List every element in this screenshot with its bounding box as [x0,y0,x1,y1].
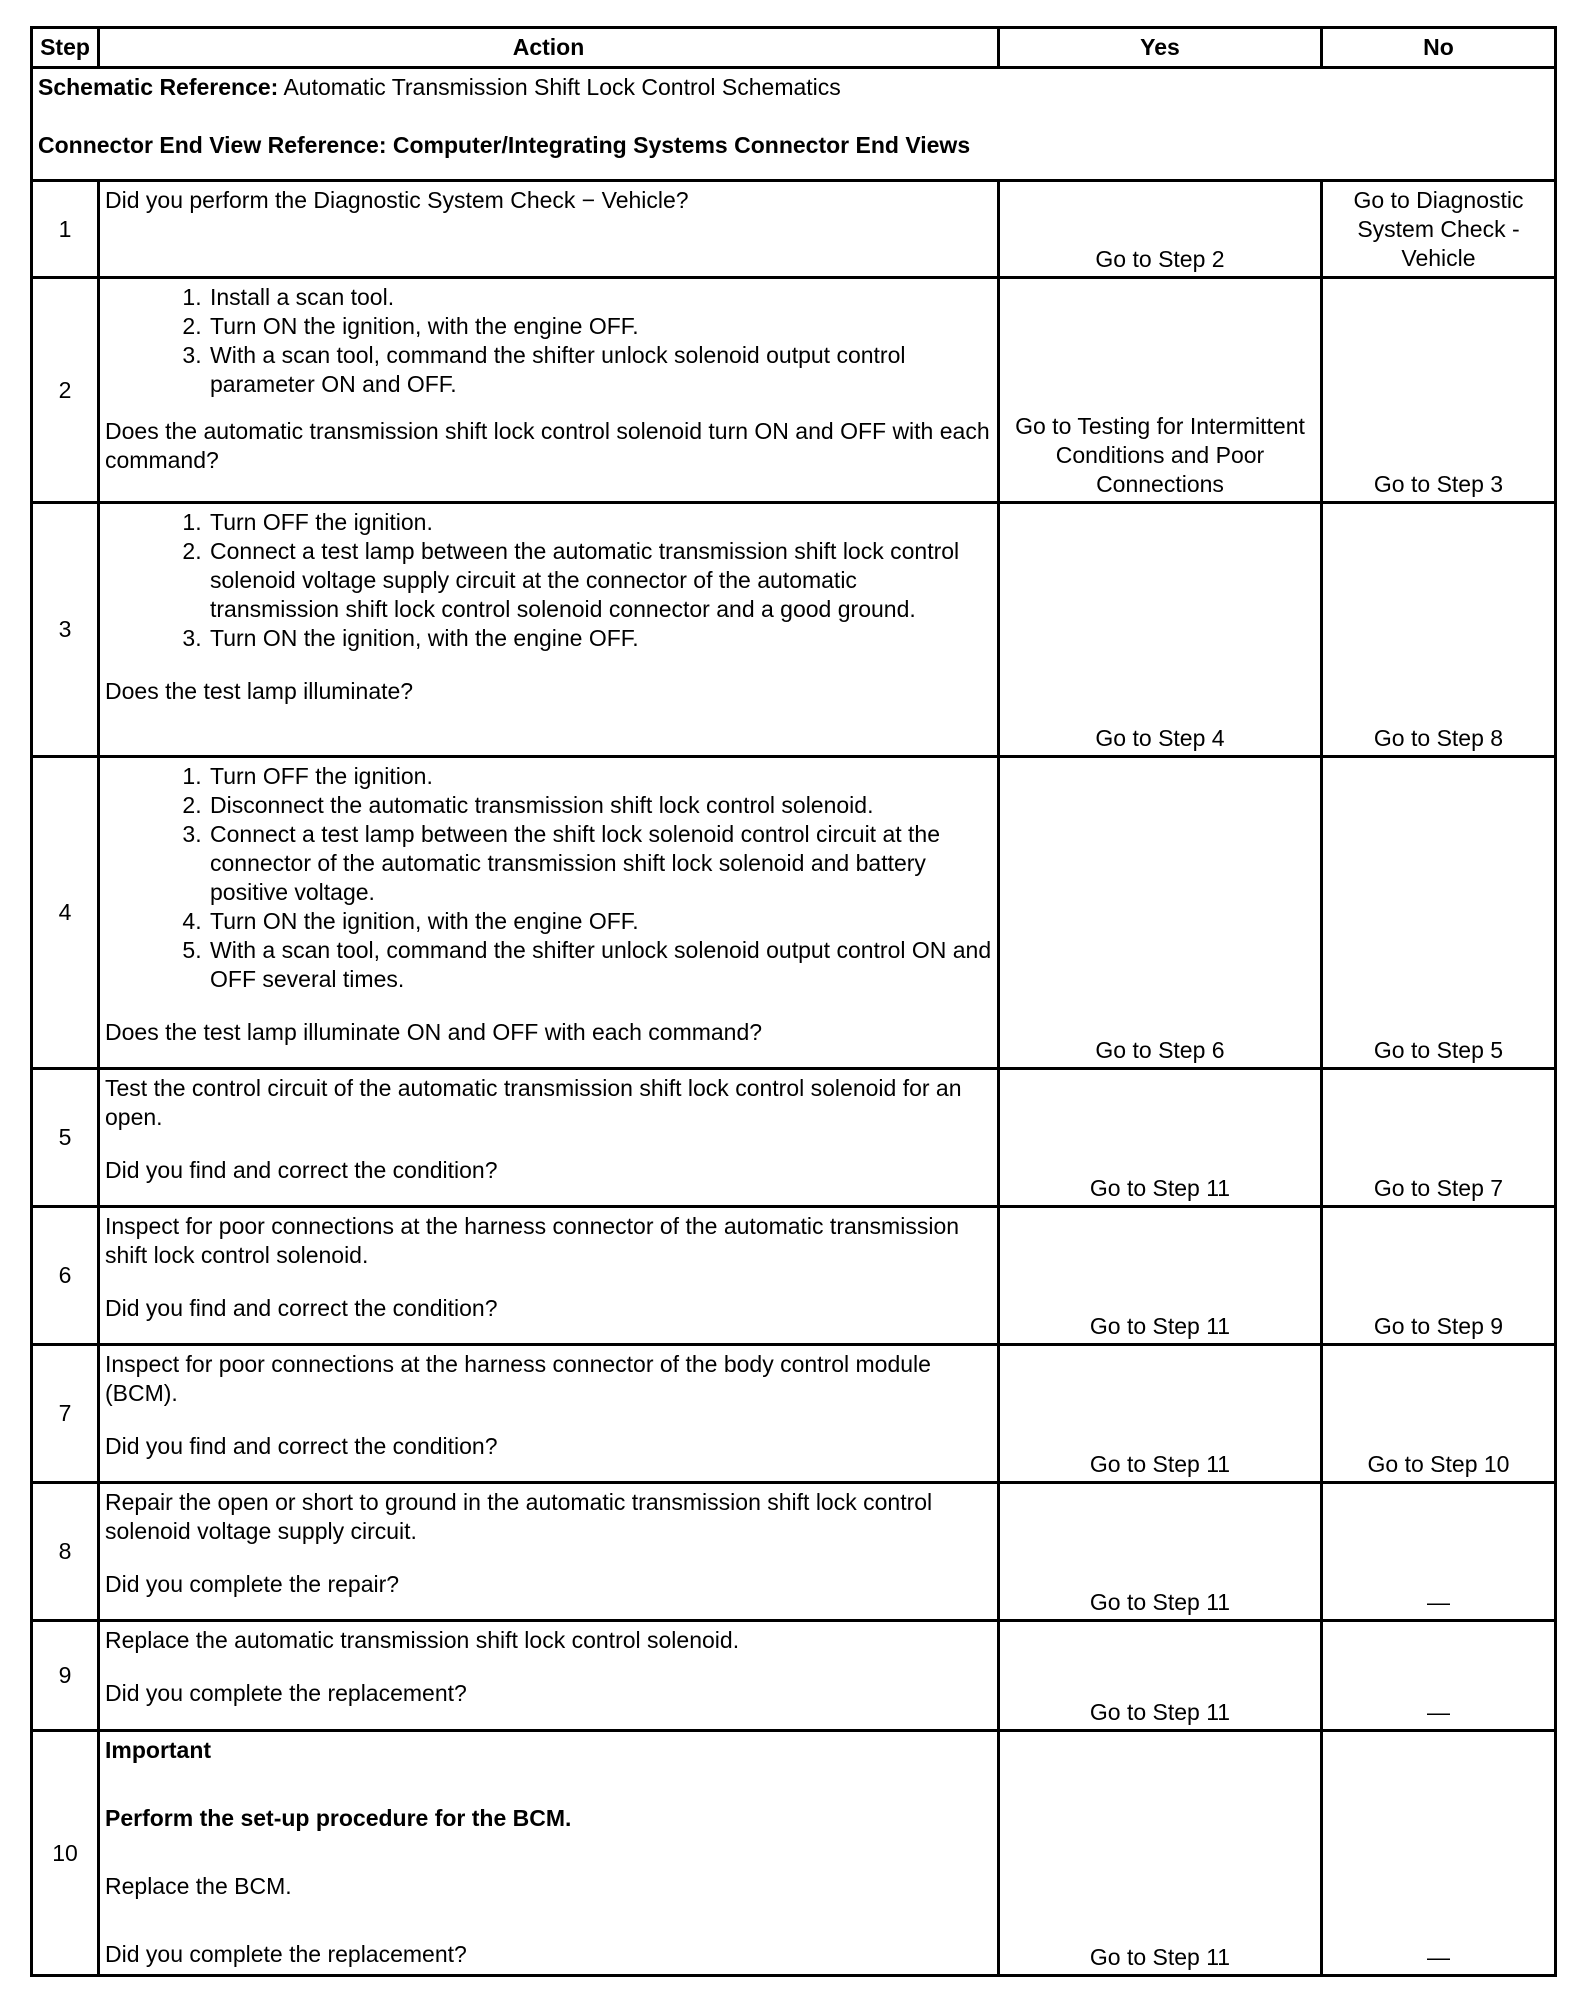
question-text: Did you find and correct the condition? [105,1295,498,1321]
action-cell [99,1069,999,1207]
no-dash: — [1322,1731,1556,1976]
question-text: Did you perform the Diagnostic System Check − Vehicle? [105,187,689,213]
step-number: 6 [32,1207,99,1345]
list-item: 4. Turn ON the ignition, with the engine OFF. [208,907,992,936]
action-cell [99,181,999,278]
diagnostic-table-container [30,26,1554,1977]
no-link[interactable]: Go to Step 7 [1322,1069,1556,1207]
action-text: Repair the open or short to ground in the automatic transmission shift lock control solenoid voltage supply circuit. [105,1489,933,1544]
step-number: 7 [32,1345,99,1483]
list-item: 3. Turn ON the ignition, with the engine OFF. [208,624,992,653]
no-link[interactable]: Go to Step 8 [1322,503,1556,757]
table-row [32,181,1556,278]
schematic-reference-link[interactable]: Automatic Transmission Shift Lock Control Schematics [278,74,841,100]
question-text: Did you complete the replacement? [105,1680,467,1706]
yes-link[interactable]: Go to Step 11 [999,1069,1322,1207]
no-link[interactable]: Go to Step 3 [1322,278,1556,503]
action-cell [99,503,999,757]
list-item: 5. With a scan tool, command the shifter unlock solenoid output control ON and OFF several times. [208,936,992,994]
schematic-reference-label: Schematic Reference: [38,74,279,100]
action-text: Replace the automatic transmission shift lock control solenoid. [105,1627,740,1653]
diagnostic-table [30,26,1557,1977]
action-cell [99,1207,999,1345]
action-text: Inspect for poor connections at the harness connector of the body control module (BCM). [105,1351,931,1406]
no-link[interactable]: Go to Step 5 [1322,757,1556,1069]
list-item: 2. Connect a test lamp between the automatic transmission shift lock control solenoid voltage supply circuit at the connector of the automatic transmission shift lock control solenoid connector and a good ground. [208,537,992,624]
action-header: Action [99,28,999,68]
table-row [32,1345,1556,1483]
table-row [32,503,1556,757]
no-link[interactable]: Go to Step 10 [1322,1345,1556,1483]
yes-link[interactable]: Go to Step 11 [999,1483,1322,1621]
step-number: 4 [32,757,99,1069]
action-cell [99,1731,999,1976]
yes-link[interactable]: Go to Step 4 [999,503,1322,757]
question-text: Did you find and correct the condition? [105,1157,498,1183]
step-number: 5 [32,1069,99,1207]
question-text: Did you find and correct the condition? [105,1433,498,1459]
table-row [32,1483,1556,1621]
yes-link[interactable]: Go to Step 11 [999,1621,1322,1731]
list-item: 3. With a scan tool, command the shifter unlock solenoid output control parameter ON and OFF. [208,341,992,399]
question-text: Did you complete the replacement? [105,1941,467,1967]
step-number: 1 [32,181,99,278]
action-cell [99,278,999,503]
no-link[interactable]: Go to Diagnostic System Check - Vehicle [1322,181,1556,278]
question-text: Did you complete the repair? [105,1571,400,1597]
action-cell [99,1345,999,1483]
list-item: 1. Turn OFF the ignition. [208,508,992,537]
list-item: 2. Disconnect the automatic transmission shift lock control solenoid. [208,791,992,820]
step-number: 8 [32,1483,99,1621]
step-number: 2 [32,278,99,503]
list-item: 1. Turn OFF the ignition. [208,762,992,791]
table-row [32,1207,1556,1345]
important-text: Perform the set-up procedure for the BCM. [105,1805,572,1831]
step-header: Step [32,28,99,68]
yes-link[interactable]: Go to Step 11 [999,1345,1322,1483]
header-row [32,28,1556,68]
action-cell [99,757,999,1069]
reference-row [32,68,1556,181]
no-dash: — [1322,1621,1556,1731]
connector-reference[interactable]: Connector End View Reference: Computer/Integrating Systems Connector End Views [38,132,971,158]
action-text: Test the control circuit of the automatic transmission shift lock control solenoid for an open. [105,1075,962,1130]
yes-link[interactable]: Go to Testing for Intermittent Conditions and Poor Connections [999,278,1322,503]
yes-link[interactable]: Go to Step 11 [999,1207,1322,1345]
table-row [32,1621,1556,1731]
instruction-list [105,508,992,653]
list-item: 2. Turn ON the ignition, with the engine OFF. [208,312,992,341]
question-text: Does the test lamp illuminate ON and OFF with each command? [105,1019,763,1045]
step-number: 3 [32,503,99,757]
list-item: 3. Connect a test lamp between the shift lock solenoid control circuit at the connector of the automatic transmission shift lock solenoid and battery positive voltage. [208,820,992,907]
action-text: Replace the BCM. [105,1873,292,1899]
list-item: 1. Install a scan tool. [208,283,992,312]
table-row [32,1069,1556,1207]
step-number: 10 [32,1731,99,1976]
yes-header: Yes [999,28,1322,68]
question-text: Does the automatic transmission shift lock control solenoid turn ON and OFF with each command? [105,418,990,473]
reference-cell [32,68,1556,181]
action-text: Inspect for poor connections at the harness connector of the automatic transmission shift lock control solenoid. [105,1213,960,1268]
table-row [32,278,1556,503]
step-number: 9 [32,1621,99,1731]
table-row [32,757,1556,1069]
no-header: No [1322,28,1556,68]
no-dash: — [1322,1483,1556,1621]
instruction-list [105,762,992,994]
yes-link[interactable]: Go to Step 6 [999,757,1322,1069]
question-text: Does the test lamp illuminate? [105,678,414,704]
instruction-list [105,283,992,399]
no-link[interactable]: Go to Step 9 [1322,1207,1556,1345]
yes-link[interactable]: Go to Step 11 [999,1731,1322,1976]
action-cell [99,1621,999,1731]
table-row [32,1731,1556,1976]
yes-link[interactable]: Go to Step 2 [999,181,1322,278]
important-title: Important [105,1737,212,1763]
action-cell [99,1483,999,1621]
